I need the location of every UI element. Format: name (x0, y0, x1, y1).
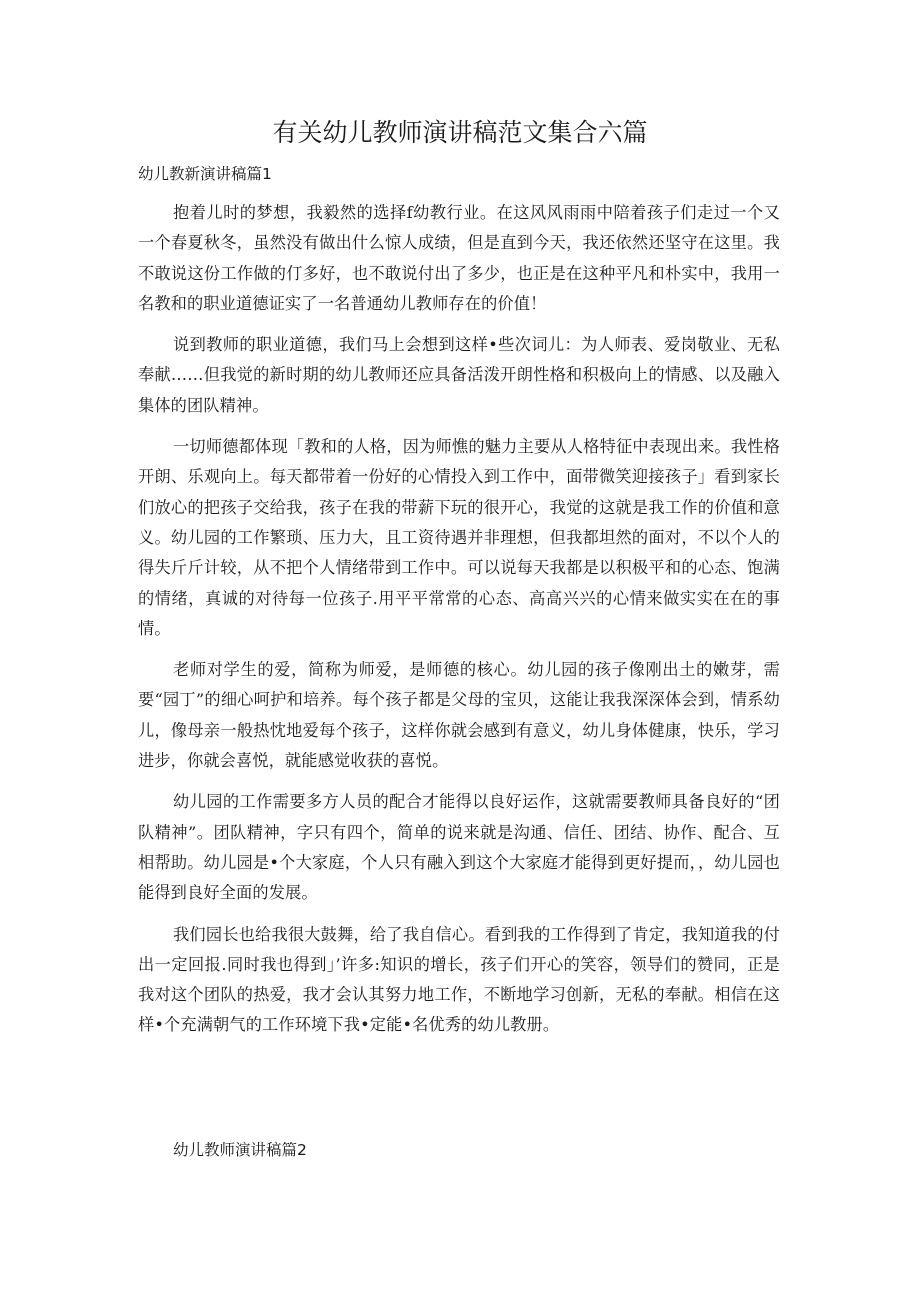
paragraph: 幼儿园的工作需要多方人员的配合才能得以良好运作，这就需要教师具备良好的“团队精神”。团队精神，字只有四个，简单的说来就是沟通、信任、团结、协作、配合、互相帮助。幼儿园是•个大家庭，个人只有融入到这个大家庭才能得到更好提而，，幼儿园也能得到良好全面的发展。 (138, 792, 780, 903)
document-title: 有关幼儿教师演讲稿范文集合六篇 (272, 118, 648, 147)
paragraph: 老师对学生的爱，简称为师爱，是师德的核心。幼儿园的孩子像刚出土的嫩芽，需要“园丁”的细心呵护和培养。每个孩子都是父母的宝贝，这能让我我深深体会到，情系幼儿，像母亲一般热忱地爱每个孩子，这样你就会感到有意义，幼儿身体健康，快乐，学习进步，你就会喜悦，就能感觉收获的喜悦。 (138, 660, 780, 771)
paragraph: 一切师德都体现「教和的人格，因为师憔的魅力主要从人格特征中表现出来。我性格开朗、乐观向上。每天都带着一份好的心情投入到工作中，面带微笑迎接孩子」看到家长们放心的把孩子交给我，孩子在我的带薪下玩的很开心，我觉的这就是我工作的价值和意义。幼儿园的工作繁琐、压力大，且工资待遇并非理想，但我都坦然的面对，不以个人的得失斤斤计较，从不把个人情绪带到工作中。可以说每天我都是以积极平和的心态、饱满的情绪，真诚的对待每一位孩子.用平平常常的心态、高高兴兴的心情来做实实在在的事情。 (138, 437, 780, 638)
paragraph: 说到教师的职业道德，我们马上会想到这样•些次词儿：为人师表、爱岗敬业、无私奉献……但我觉的新时期的幼儿教师还应具备活泼开朗性格和积极向上的情感、以及融入集体的团队精神。 (138, 335, 780, 415)
section-heading-2: 幼儿教师演讲稿篇2 (173, 1141, 307, 1159)
paragraph: 抱着儿时的梦想，我毅然的选择f幼教行业。在这风风雨雨中陪着孩子们走过一个又一个春夏秋冬，虽然没有做出什么惊人成绩，但是直到今天，我还依然还坚守在这里。我不敢说这份工作做的仃多好，也不敢说付出了多少，也正是在这种平凡和朴实中，我用一名教和的职业道德证实了一名普通幼儿教师存在的价值！ (138, 203, 780, 313)
section-body-1 (138, 198, 780, 1052)
paragraph: 我们园长也给我很大鼓舞，给了我自信心。看到我的工作得到了肯定，我知道我的付出一定回报.同时我也得到」’许多:知识的增长，孩子们开心的笑容，领导们的赞同，正是我对这个团队的热爱，我才会认其努力地工作，不断地学习创新，无私的奉献。相信在这样•个充满朝气的工作环境下我•定能•名优秀的幼儿教册。 (138, 924, 780, 1035)
section-heading-1: 幼儿教新演讲稿篇1 (138, 165, 272, 183)
